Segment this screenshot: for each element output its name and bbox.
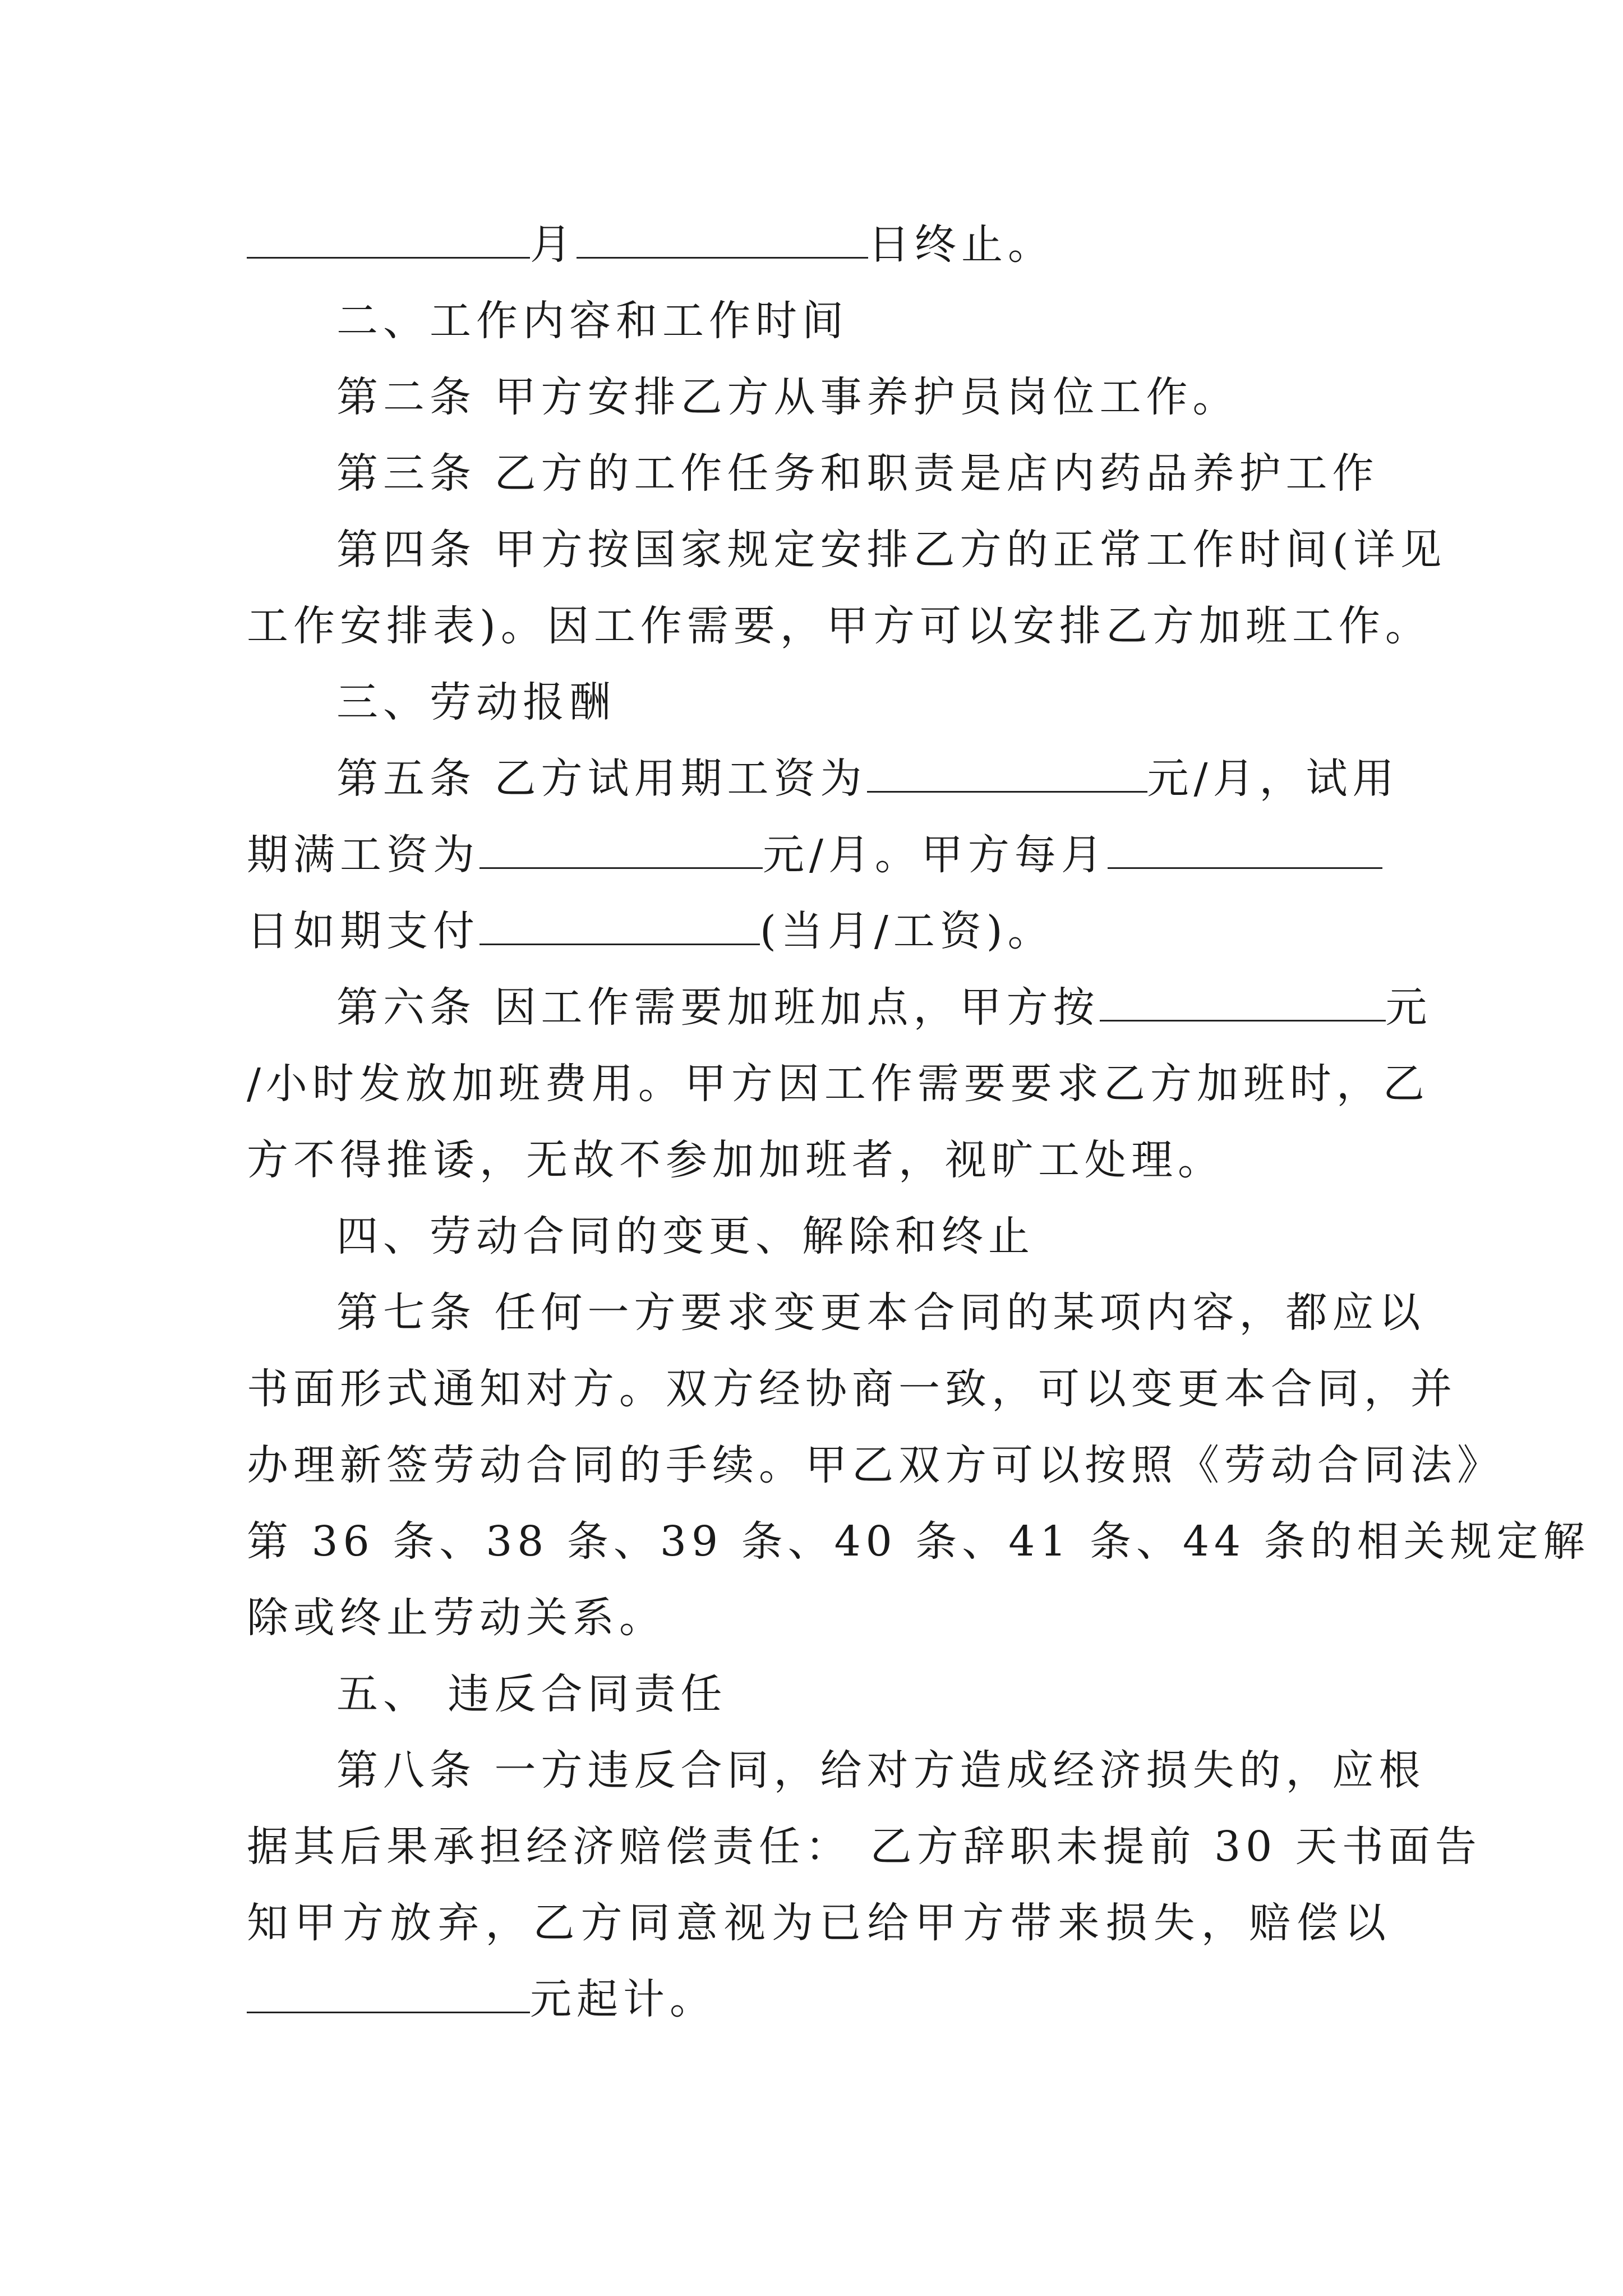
article-5-text-a: 第五条 乙方试用期工资为	[336, 754, 867, 803]
text-line-1	[247, 206, 1391, 283]
article-6-line-2: /小时发放加班费用。甲方因工作需要要求乙方加班时，乙	[247, 1060, 1430, 1108]
text-month: 月	[530, 220, 577, 269]
article-8-line-1: 第八条 一方违反合同，给对方造成经济损失的，应根	[336, 1746, 1426, 1795]
blank-field-overtime-rate	[1100, 981, 1386, 1022]
article-6-line-1	[336, 969, 1432, 1046]
blank-field-compensation	[247, 1972, 530, 2013]
article-5-line-2	[247, 817, 1391, 893]
section-heading-changes: 四、劳动合同的变更、解除和终止	[336, 1212, 1035, 1260]
article-5-text-f: (当月/工资)。	[760, 907, 1054, 955]
article-8-text-end: 元起计。	[530, 1975, 716, 2023]
article-7-line-4: 第 36 条、38 条、39 条、40 条、41 条、44 条的相关规定解	[247, 1517, 1590, 1566]
section-heading-liability: 五、 违反合同责任	[336, 1670, 727, 1718]
blank-field-day	[577, 218, 868, 259]
article-5-line-3	[247, 893, 1391, 969]
article-5-text-d: 元/月。甲方每月	[763, 831, 1108, 879]
article-3: 第三条 乙方的工作任务和职责是店内药品养护工作	[336, 449, 1379, 498]
section-heading-work: 二、工作内容和工作时间	[336, 297, 849, 345]
article-7-line-3: 办理新签劳动合同的手续。甲乙双方可以按照《劳动合同法》	[247, 1441, 1504, 1489]
article-4-line-2: 工作安排表)。因工作需要，甲方可以安排乙方加班工作。	[247, 602, 1432, 650]
blank-field-month	[247, 218, 530, 259]
article-7-line-1: 第七条 任何一方要求变更本合同的某项内容，都应以	[336, 1289, 1426, 1337]
article-8-line-2: 据其后果承担经济赔偿责任： 乙方辞职未提前 30 天书面告	[247, 1823, 1482, 1871]
article-5-text-e: 日如期支付	[247, 907, 479, 955]
article-7-line-5: 除或终止劳动关系。	[247, 1594, 666, 1642]
article-2: 第二条 甲方安排乙方从事养护员岗位工作。	[336, 373, 1239, 421]
article-4-line-1: 第四条 甲方按国家规定安排乙方的正常工作时间(详见	[336, 526, 1447, 574]
blank-field-pay-method	[479, 904, 760, 945]
article-5-text-c: 期满工资为	[247, 831, 479, 879]
text-end: 日终止。	[868, 220, 1054, 269]
article-6-line-3: 方不得推诿，无故不参加加班者，视旷工处理。	[247, 1136, 1224, 1184]
article-5-line-1	[336, 740, 1399, 817]
article-7-line-2: 书面形式通知对方。双方经协商一致，可以变更本合同，并	[247, 1365, 1457, 1413]
article-6-text-b: 元	[1385, 983, 1432, 1032]
section-heading-pay: 三、劳动报酬	[336, 678, 616, 726]
blank-field-pay-day	[1108, 828, 1382, 869]
article-5-text-b: 元/月，试用	[1147, 754, 1399, 803]
blank-field-probation-salary	[867, 752, 1147, 793]
blank-field-full-salary	[479, 828, 763, 869]
article-8-line-4	[247, 1961, 1391, 2037]
article-6-text-a: 第六条 因工作需要加班加点，甲方按	[336, 983, 1100, 1032]
article-8-line-3: 知甲方放弃，乙方同意视为已给甲方带来损失，赔偿以	[247, 1899, 1391, 1947]
